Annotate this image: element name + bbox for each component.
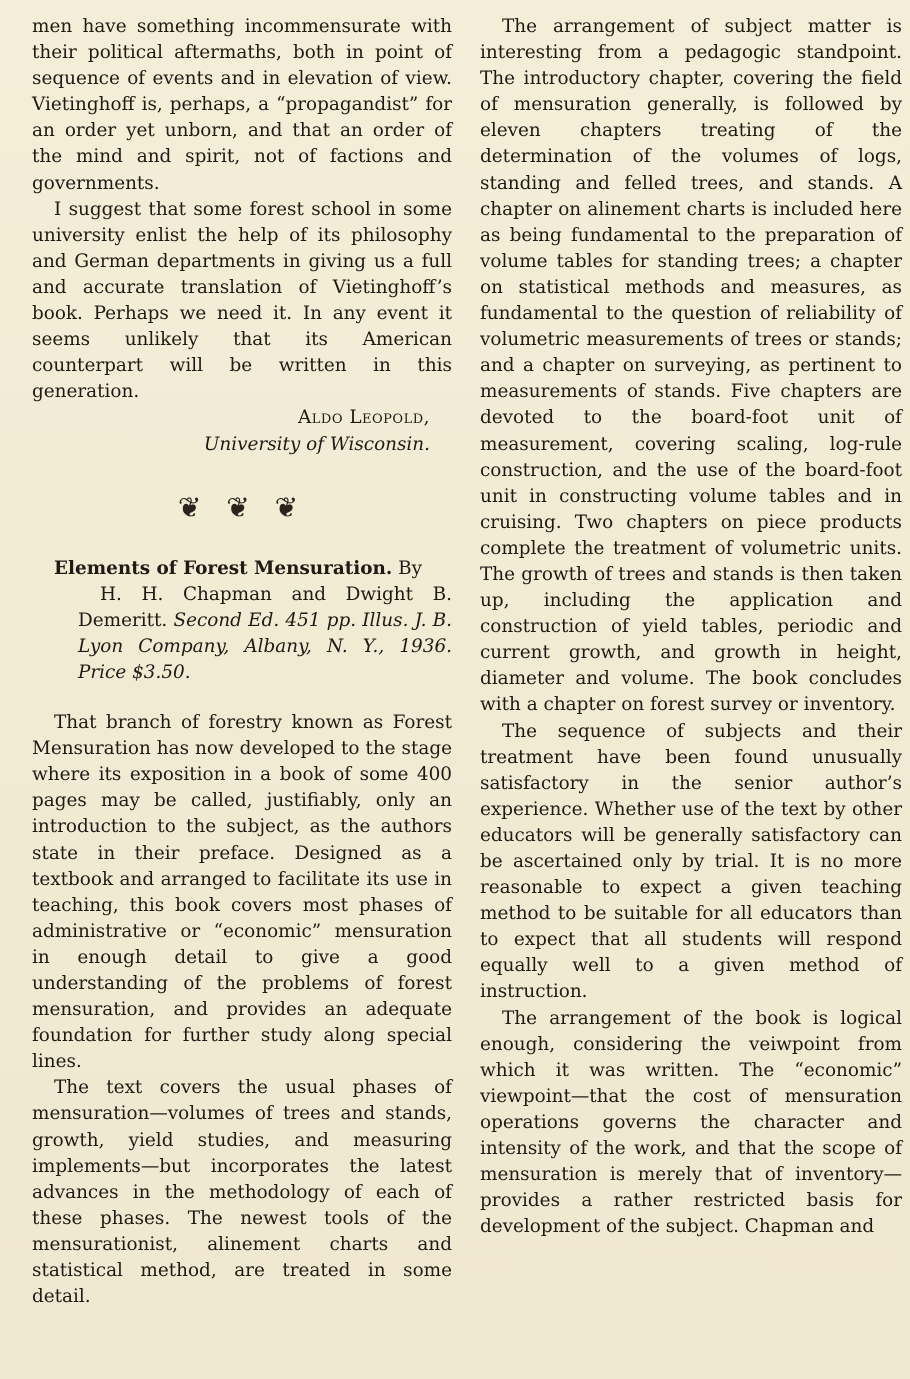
paragraph-arrangement: The arrangement of subject matter is interesting from a pedagogic standpoint. The introductory chapter, covering the field of mensuration generally, is followed by eleven chapters treating of the determination of the volumes of logs, standing and felled trees, and stands. A chapter on alinement charts is included here as being fundamental to the preparation of volume tables for standing trees; a chapter on statistical methods and measures, as fundamental to the question of reliability of volumetric measurements of trees or stands; and a chapter on surveying, as pertinent to measurements of stands. Five chapters are devoted to the board-foot unit of measurement, covering scaling, log-rule construction, and the use of the board-foot unit in constructing volume tables and in cruising. Two chapters on piece products complete the treatment of volumetric units. The growth of trees and stands is then taken up, including the application and construction of yield tables, periodic and current growth, and growth in height, diameter and volume. The book concludes with a chapter on forest survey or inventory. xyxy=(480,16,902,716)
signature-affiliation: University of Wisconsin. xyxy=(203,433,430,455)
review-title: Elements of Forest Mensuration. xyxy=(54,557,393,579)
paragraph-continued: men have something incommensurate with their political aftermaths, both in point of sequence of events and in elevation of view. Vietinghoff is, perhaps, a “propagandist” for an order yet unborn, and that an order of the mind and spirit, not of factions and governments. xyxy=(32,16,452,194)
paragraph-suggestion: I suggest that some forest school in some university enlist the help of its philosophy and German departments in giving us a full and accurate translation of Vietinghoff’s book. Perhaps we need it. In any event it seems unlikely that its American counterpart will be written in this generation. xyxy=(32,198,452,403)
review-byline xyxy=(32,582,452,686)
review-publication-details: Second Ed. 451 pp. Illus. J. B. Lyon Company, Albany, N. Y., 1936. Price $3.50. xyxy=(78,609,452,683)
signature-name: Aldo Leopold, xyxy=(297,407,430,429)
paragraph-intro: That branch of forestry known as Forest Mensuration has now developed to the stage where its exposition in a book of some 400 pages may be called, justifiably, only an introduction to the subject, as the authors state in their preface. Designed as a textbook and arranged to facilitate its use in teaching, this book covers most phases of administrative or “economic” mensuration in enough detail to give a good understanding of the problems of forest mensuration, and provides an adequate foundation for further study along special lines. xyxy=(32,712,452,1073)
paragraph-logical: The arrangement of the book is logical enough, considering the veiwpoint from which it was written. The “economic” viewpoint—that the cost of mensuration operations governs the character and intensity of the work, and that the scope of mensuration is merely that of inventory—provides a rather restricted basis for development of the subject. Chapman and xyxy=(480,1007,902,1238)
review-heading xyxy=(32,556,452,686)
left-column xyxy=(32,14,452,1310)
review-by: By xyxy=(392,557,423,579)
review-authors: H. H. Chapman and Dwight B. Demeritt. xyxy=(78,583,452,631)
paragraph-text-covers: The text covers the usual phases of mensuration—volumes of trees and stands, growth, yield studies, and measuring implements—but incorporates the latest advances in the methodology of each of these phases. The newest tools of the mensurationist, alinement charts and statistical method, are treated in some detail. xyxy=(32,1077,452,1308)
section-ornament-icon: ❦ ❦ ❦ xyxy=(177,490,307,524)
spacer xyxy=(32,686,452,710)
paragraph-sequence: The sequence of subjects and their treatment have been found unusually satisfactory in the senior author’s experience. Whether use of the text by other educators will be generally satisfactory can be ascertained only by trial. It is no more reasonable to expect a given teaching method to be suitable for all educators than to expect that all students will respond equally well to a given method of instruction. xyxy=(480,720,902,1003)
right-column xyxy=(480,14,902,1240)
review-signature xyxy=(32,405,452,457)
